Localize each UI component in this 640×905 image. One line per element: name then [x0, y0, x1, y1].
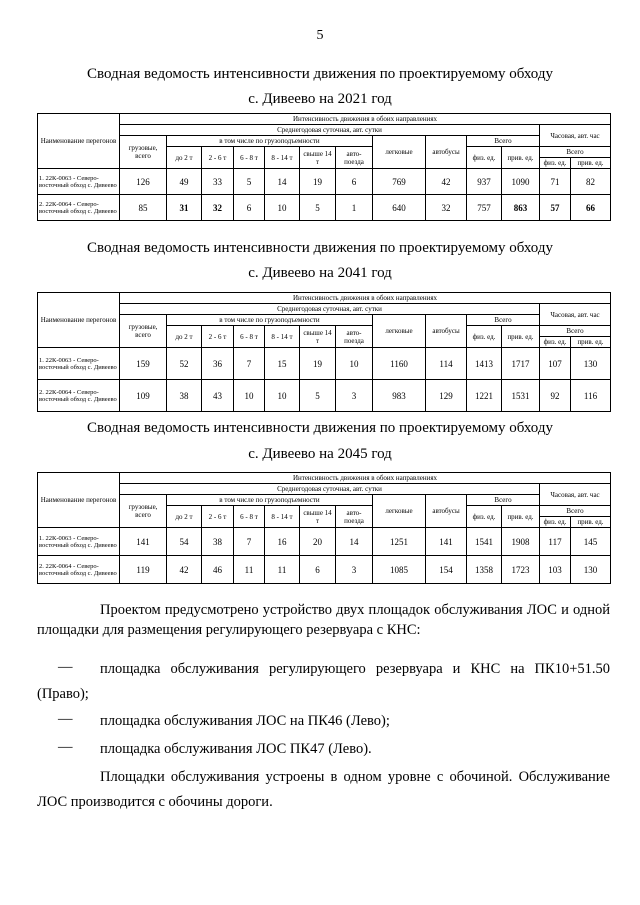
cell: 1413 — [467, 348, 502, 380]
cell: 10 — [336, 348, 373, 380]
t3-header: 6 - 8 т — [234, 326, 265, 348]
cell: 117 — [540, 528, 571, 556]
road-trains-header: авто-поезда — [336, 147, 373, 169]
cell: 19 — [300, 169, 336, 195]
col-name-header: Наименование перегонов — [38, 293, 120, 348]
section-title: Сводная ведомость интенсивности движения по проектируемому обходу — [87, 66, 553, 82]
phys-header: физ. ед. — [467, 147, 502, 169]
hourly-red-header: прив. ед. — [571, 517, 611, 528]
t4-header: 8 - 14 т — [265, 147, 300, 169]
cell: 5 — [300, 380, 336, 412]
cell: 6 — [300, 556, 336, 584]
cars-header: легковые — [373, 315, 426, 348]
cell: 6 — [336, 169, 373, 195]
cell: 7 — [234, 528, 265, 556]
buses-header: автобусы — [426, 495, 467, 528]
hourly-header: Часовая, авт. час — [540, 484, 611, 506]
row-name: 1. 22К-0063 - Северо-восточный обход с. Дивеево — [38, 348, 120, 380]
cell: 32 — [426, 195, 467, 221]
incl-header: в том числе по грузоподъемности — [167, 315, 373, 326]
cell: 1251 — [373, 528, 426, 556]
cell: 757 — [467, 195, 502, 221]
cell: 103 — [540, 556, 571, 584]
hourly-red-header: прив. ед. — [571, 158, 611, 169]
cell: 10 — [265, 195, 300, 221]
cell: 145 — [571, 528, 611, 556]
cell: 130 — [571, 348, 611, 380]
paragraph-closing-cont: ЛОС производится с обочины дороги. — [37, 794, 273, 810]
row-name: 2. 22К-0064 - Северо-восточный обход с. Дивеево — [38, 195, 120, 221]
red-header: прив. ед. — [502, 326, 540, 348]
list-item-1: площадка обслуживания регулирующего резервуара и КНС на ПК10+51.50 — [100, 661, 610, 677]
buses-header: автобусы — [426, 315, 467, 348]
traffic-table — [37, 472, 611, 584]
hourly-phys-header: физ. ед. — [540, 337, 571, 348]
t3-header: 6 - 8 т — [234, 506, 265, 528]
cell: 640 — [373, 195, 426, 221]
cell: 33 — [202, 169, 234, 195]
t2-header: 2 - 6 т — [202, 147, 234, 169]
cell: 3 — [336, 556, 373, 584]
hourly-header: Часовая, авт. час — [540, 304, 611, 326]
cell: 1358 — [467, 556, 502, 584]
cell: 42 — [426, 169, 467, 195]
cell: 38 — [167, 380, 202, 412]
paragraph-closing: Площадки обслуживания устроены в одном уровне с обочиной. Обслуживание — [100, 769, 610, 785]
cell: 11 — [234, 556, 265, 584]
list-item-1-cont: (Право); — [37, 686, 89, 702]
incl-header: в том числе по грузоподъемности — [167, 495, 373, 506]
hourly-phys-header: физ. ед. — [540, 517, 571, 528]
cell: 16 — [265, 528, 300, 556]
cell: 46 — [202, 556, 234, 584]
list-item-2: площадка обслуживания ЛОС на ПК46 (Лево); — [100, 713, 390, 729]
cars-header: легковые — [373, 136, 426, 169]
hourly-total-header: Всего — [540, 147, 611, 158]
cars-header: легковые — [373, 495, 426, 528]
incl-header: в том числе по грузоподъемности — [167, 136, 373, 147]
section-subtitle: с. Дивеево на 2045 год — [248, 446, 392, 462]
cell: 1221 — [467, 380, 502, 412]
t1-header: до 2 т — [167, 506, 202, 528]
cell: 71 — [540, 169, 571, 195]
t3-header: 6 - 8 т — [234, 147, 265, 169]
phys-header: физ. ед. — [467, 326, 502, 348]
cell: 1723 — [502, 556, 540, 584]
cell: 126 — [120, 169, 167, 195]
col-name-header: Наименование перегонов — [38, 473, 120, 528]
cell: 66 — [571, 195, 611, 221]
cell: 1 — [336, 195, 373, 221]
cell: 43 — [202, 380, 234, 412]
cell: 57 — [540, 195, 571, 221]
cell: 10 — [234, 380, 265, 412]
trucks-header: грузовые, всего — [120, 315, 167, 348]
hourly-total-header: Всего — [540, 506, 611, 517]
traffic-table — [37, 292, 611, 412]
cell: 38 — [202, 528, 234, 556]
cell: 1531 — [502, 380, 540, 412]
cell: 10 — [265, 380, 300, 412]
cell: 54 — [167, 528, 202, 556]
cell: 119 — [120, 556, 167, 584]
cell: 32 — [202, 195, 234, 221]
cell: 36 — [202, 348, 234, 380]
cell: 15 — [265, 348, 300, 380]
cell: 769 — [373, 169, 426, 195]
paragraph-intro: Проектом предусмотрено устройство двух площадок обслуживания ЛОС и одной площадки для размещения регулирующего резервуара с КНС: — [37, 602, 610, 638]
total-header: Всего — [467, 495, 540, 506]
cell: 92 — [540, 380, 571, 412]
list-dash: — — [58, 739, 73, 755]
page-number: 5 — [316, 28, 324, 43]
t2-header: 2 - 6 т — [202, 326, 234, 348]
cell: 1090 — [502, 169, 540, 195]
cell: 6 — [234, 195, 265, 221]
intensity-header: Интенсивность движения в обоих направлениях — [120, 473, 611, 484]
red-header: прив. ед. — [502, 147, 540, 169]
section-subtitle: с. Дивеево на 2041 год — [248, 265, 392, 281]
cell: 1085 — [373, 556, 426, 584]
t1-header: до 2 т — [167, 326, 202, 348]
cell: 42 — [167, 556, 202, 584]
cell: 5 — [234, 169, 265, 195]
cell: 11 — [265, 556, 300, 584]
cell: 114 — [426, 348, 467, 380]
t5-header: свыше 14 т — [300, 326, 336, 348]
red-header: прив. ед. — [502, 506, 540, 528]
cell: 937 — [467, 169, 502, 195]
cell: 141 — [120, 528, 167, 556]
t5-header: свыше 14 т — [300, 506, 336, 528]
cell: 85 — [120, 195, 167, 221]
t5-header: свыше 14 т — [300, 147, 336, 169]
section-title: Сводная ведомость интенсивности движения по проектируемому обходу — [87, 420, 553, 436]
cell: 863 — [502, 195, 540, 221]
row-name: 2. 22К-0064 - Северо-восточный обход с. Дивеево — [38, 556, 120, 584]
daily-header: Среднегодовая суточная, авт. сутки — [120, 484, 540, 495]
cell: 7 — [234, 348, 265, 380]
cell: 3 — [336, 380, 373, 412]
trucks-header: грузовые, всего — [120, 495, 167, 528]
cell: 130 — [571, 556, 611, 584]
row-name: 2. 22К-0064 - Северо-восточный обход с. Дивеево — [38, 380, 120, 412]
cell: 1541 — [467, 528, 502, 556]
cell: 20 — [300, 528, 336, 556]
cell: 52 — [167, 348, 202, 380]
trucks-header: грузовые, всего — [120, 136, 167, 169]
traffic-table — [37, 113, 611, 221]
cell: 154 — [426, 556, 467, 584]
cell: 14 — [265, 169, 300, 195]
cell: 1717 — [502, 348, 540, 380]
cell: 1908 — [502, 528, 540, 556]
section-subtitle: с. Дивеево на 2021 год — [248, 91, 392, 107]
cell: 159 — [120, 348, 167, 380]
cell: 107 — [540, 348, 571, 380]
cell: 31 — [167, 195, 202, 221]
hourly-header: Часовая, авт. час — [540, 125, 611, 147]
cell: 19 — [300, 348, 336, 380]
cell: 109 — [120, 380, 167, 412]
cell: 82 — [571, 169, 611, 195]
t1-header: до 2 т — [167, 147, 202, 169]
cell: 983 — [373, 380, 426, 412]
cell: 129 — [426, 380, 467, 412]
total-header: Всего — [467, 136, 540, 147]
row-name: 1. 22К-0063 - Северо-восточный обход с. Дивеево — [38, 169, 120, 195]
road-trains-header: авто-поезда — [336, 506, 373, 528]
cell: 5 — [300, 195, 336, 221]
buses-header: автобусы — [426, 136, 467, 169]
cell: 141 — [426, 528, 467, 556]
list-dash: — — [58, 659, 73, 675]
hourly-phys-header: физ. ед. — [540, 158, 571, 169]
t4-header: 8 - 14 т — [265, 506, 300, 528]
cell: 1160 — [373, 348, 426, 380]
intensity-header: Интенсивность движения в обоих направлениях — [120, 114, 611, 125]
row-name: 1. 22К-0063 - Северо-восточный обход с. Дивеево — [38, 528, 120, 556]
hourly-total-header: Всего — [540, 326, 611, 337]
phys-header: физ. ед. — [467, 506, 502, 528]
t4-header: 8 - 14 т — [265, 326, 300, 348]
intensity-header: Интенсивность движения в обоих направлениях — [120, 293, 611, 304]
col-name-header: Наименование перегонов — [38, 114, 120, 169]
total-header: Всего — [467, 315, 540, 326]
daily-header: Среднегодовая суточная, авт. сутки — [120, 125, 540, 136]
hourly-red-header: прив. ед. — [571, 337, 611, 348]
section-title: Сводная ведомость интенсивности движения по проектируемому обходу — [87, 240, 553, 256]
list-dash: — — [58, 711, 73, 727]
t2-header: 2 - 6 т — [202, 506, 234, 528]
cell: 49 — [167, 169, 202, 195]
cell: 116 — [571, 380, 611, 412]
cell: 14 — [336, 528, 373, 556]
list-item-3: площадка обслуживания ЛОС ПК47 (Лево). — [100, 741, 372, 757]
road-trains-header: авто-поезда — [336, 326, 373, 348]
daily-header: Среднегодовая суточная, авт. сутки — [120, 304, 540, 315]
